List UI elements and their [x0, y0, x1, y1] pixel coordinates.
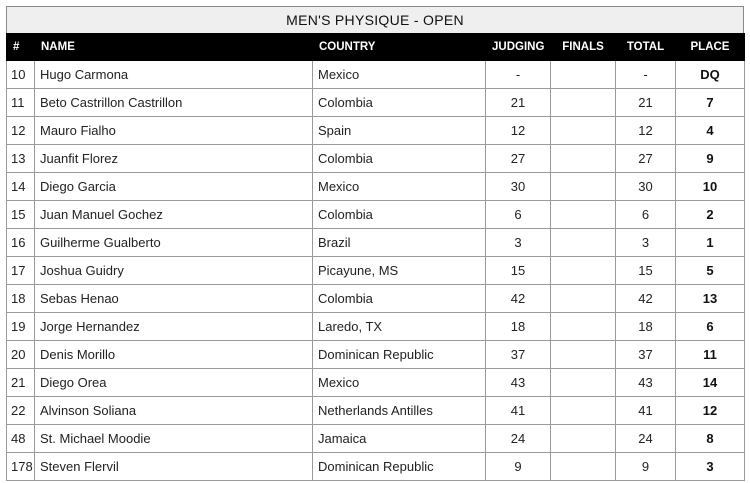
cell-finals	[551, 453, 616, 481]
cell-place: 13	[676, 285, 745, 313]
cell-total: 6	[616, 201, 676, 229]
cell-finals	[551, 89, 616, 117]
header-finals: FINALS	[551, 34, 616, 61]
cell-name: Juanfit Florez	[35, 145, 313, 173]
table-row	[7, 397, 745, 425]
cell-total: 41	[616, 397, 676, 425]
cell-country: Colombia	[313, 145, 486, 173]
table-row	[7, 201, 745, 229]
cell-name: St. Michael Moodie	[35, 425, 313, 453]
header-name: NAME	[35, 34, 313, 61]
cell-judging: 18	[486, 313, 551, 341]
cell-total: 12	[616, 117, 676, 145]
cell-total: 21	[616, 89, 676, 117]
cell-place: DQ	[676, 61, 745, 89]
cell-country: Colombia	[313, 89, 486, 117]
cell-judging: 30	[486, 173, 551, 201]
table-row	[7, 145, 745, 173]
cell-place: 5	[676, 257, 745, 285]
cell-judging: 24	[486, 425, 551, 453]
cell-name: Hugo Carmona	[35, 61, 313, 89]
header-place: PLACE	[676, 34, 745, 61]
header-country: COUNTRY	[313, 34, 486, 61]
cell-judging: -	[486, 61, 551, 89]
cell-place: 8	[676, 425, 745, 453]
cell-finals	[551, 425, 616, 453]
cell-name: Denis Morillo	[35, 341, 313, 369]
cell-name: Sebas Henao	[35, 285, 313, 313]
table-row	[7, 117, 745, 145]
cell-total: -	[616, 61, 676, 89]
cell-judging: 42	[486, 285, 551, 313]
table-row	[7, 425, 745, 453]
cell-finals	[551, 397, 616, 425]
cell-total: 42	[616, 285, 676, 313]
cell-country: Colombia	[313, 285, 486, 313]
cell-place: 11	[676, 341, 745, 369]
cell-country: Brazil	[313, 229, 486, 257]
table-row	[7, 285, 745, 313]
cell-country: Mexico	[313, 61, 486, 89]
cell-place: 3	[676, 453, 745, 481]
header-number: #	[7, 34, 35, 61]
cell-place: 7	[676, 89, 745, 117]
cell-judging: 12	[486, 117, 551, 145]
cell-country: Dominican Republic	[313, 453, 486, 481]
cell-number: 10	[7, 61, 35, 89]
cell-total: 18	[616, 313, 676, 341]
cell-number: 22	[7, 397, 35, 425]
cell-number: 16	[7, 229, 35, 257]
cell-place: 4	[676, 117, 745, 145]
cell-total: 43	[616, 369, 676, 397]
cell-name: Mauro Fialho	[35, 117, 313, 145]
cell-place: 9	[676, 145, 745, 173]
cell-country: Mexico	[313, 173, 486, 201]
cell-judging: 43	[486, 369, 551, 397]
cell-finals	[551, 173, 616, 201]
cell-place: 10	[676, 173, 745, 201]
cell-judging: 3	[486, 229, 551, 257]
results-body	[7, 61, 745, 481]
cell-number: 19	[7, 313, 35, 341]
cell-judging: 15	[486, 257, 551, 285]
cell-name: Steven Flervil	[35, 453, 313, 481]
cell-finals	[551, 229, 616, 257]
cell-finals	[551, 117, 616, 145]
cell-finals	[551, 201, 616, 229]
cell-name: Guilherme Gualberto	[35, 229, 313, 257]
cell-total: 9	[616, 453, 676, 481]
cell-country: Picayune, MS	[313, 257, 486, 285]
cell-finals	[551, 369, 616, 397]
cell-judging: 6	[486, 201, 551, 229]
cell-total: 30	[616, 173, 676, 201]
results-table-container	[6, 6, 744, 481]
cell-total: 15	[616, 257, 676, 285]
cell-place: 6	[676, 313, 745, 341]
header-total: TOTAL	[616, 34, 676, 61]
cell-total: 24	[616, 425, 676, 453]
cell-finals	[551, 257, 616, 285]
cell-finals	[551, 145, 616, 173]
table-row	[7, 369, 745, 397]
header-judging: JUDGING	[486, 34, 551, 61]
table-row	[7, 341, 745, 369]
cell-name: Beto Castrillon Castrillon	[35, 89, 313, 117]
results-table	[6, 33, 745, 481]
cell-country: Spain	[313, 117, 486, 145]
table-row	[7, 173, 745, 201]
cell-total: 27	[616, 145, 676, 173]
cell-finals	[551, 313, 616, 341]
cell-name: Diego Garcia	[35, 173, 313, 201]
table-row	[7, 229, 745, 257]
cell-number: 14	[7, 173, 35, 201]
cell-place: 12	[676, 397, 745, 425]
cell-number: 21	[7, 369, 35, 397]
cell-judging: 27	[486, 145, 551, 173]
cell-country: Colombia	[313, 201, 486, 229]
cell-name: Juan Manuel Gochez	[35, 201, 313, 229]
table-row	[7, 61, 745, 89]
cell-number: 12	[7, 117, 35, 145]
cell-country: Dominican Republic	[313, 341, 486, 369]
cell-name: Jorge Hernandez	[35, 313, 313, 341]
cell-total: 37	[616, 341, 676, 369]
table-row	[7, 89, 745, 117]
cell-number: 178	[7, 453, 35, 481]
cell-judging: 37	[486, 341, 551, 369]
cell-number: 20	[7, 341, 35, 369]
cell-place: 1	[676, 229, 745, 257]
cell-number: 11	[7, 89, 35, 117]
cell-place: 2	[676, 201, 745, 229]
table-row	[7, 257, 745, 285]
header-row	[7, 34, 745, 61]
cell-number: 15	[7, 201, 35, 229]
table-title: MEN'S PHYSIQUE - OPEN	[6, 6, 744, 33]
cell-number: 13	[7, 145, 35, 173]
cell-number: 17	[7, 257, 35, 285]
cell-place: 14	[676, 369, 745, 397]
cell-country: Jamaica	[313, 425, 486, 453]
cell-judging: 9	[486, 453, 551, 481]
cell-number: 48	[7, 425, 35, 453]
cell-number: 18	[7, 285, 35, 313]
cell-finals	[551, 61, 616, 89]
cell-name: Alvinson Soliana	[35, 397, 313, 425]
cell-finals	[551, 341, 616, 369]
cell-finals	[551, 285, 616, 313]
cell-country: Laredo, TX	[313, 313, 486, 341]
cell-name: Diego Orea	[35, 369, 313, 397]
table-row	[7, 453, 745, 481]
cell-country: Netherlands Antilles	[313, 397, 486, 425]
table-row	[7, 313, 745, 341]
cell-country: Mexico	[313, 369, 486, 397]
cell-judging: 21	[486, 89, 551, 117]
cell-judging: 41	[486, 397, 551, 425]
cell-total: 3	[616, 229, 676, 257]
cell-name: Joshua Guidry	[35, 257, 313, 285]
